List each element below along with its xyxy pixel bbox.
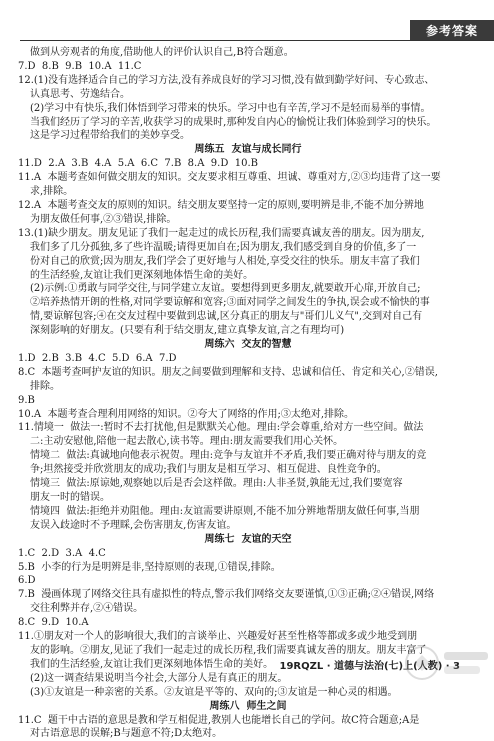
answer-line: 情境三 做法:原谅她,观察她以后是否会这样做。理由:人非圣贤,孰能无过,我们要宽容 — [30, 478, 403, 490]
answer-line: 9.B — [18, 394, 35, 406]
answer-line: 13.(1)缺少朋友。朋友见证了我们一起走过的成长历程,我们需要真诚友善的朋友。因为朋友, — [18, 227, 425, 239]
answer-line: 我们多了几分孤独,多了些许温暖;请得更加自在;因为朋友,我们感受到自身的价值,多了一 — [30, 241, 417, 253]
answer-line: 我们的生活经验,友谊让我们更深刻地体悟生命的美好。 — [30, 658, 274, 670]
answer-line: 朋友一时的错误。 — [30, 492, 110, 503]
answer-line: 情境二 做法:真诚地向他表示祝贺。理由:竞争与友谊并不矛盾,我们要正确对待与朋友的竞 — [30, 450, 427, 462]
section-heading: 周练七 友谊的天空 — [204, 533, 292, 545]
answer-content — [18, 46, 478, 741]
answer-line: 情境四 做法:拒绝并劝阻他。理由:友谊需要讲原则,不能不加分辨地帮朋友做任何事,当朋 — [30, 505, 420, 517]
answer-line: 1.C 2.D 3.A 4.C — [18, 547, 106, 559]
answer-line: 6.D — [18, 575, 36, 587]
answer-line: 7.B 漫画体现了网络交往具有虚拟性的特点,警示我们网络交友要谨慎,①③正确;②④错误,网络 — [18, 589, 435, 601]
answer-line: 8.C 9.D 10.A — [18, 617, 89, 629]
answer-line: ②培养热情开朗的性格,对同学要谅解和宽容;③面对同学之间发生的争执,误会或不愉快的事 — [30, 297, 430, 309]
answer-line: (2)这一调查结果说明当今社会,大部分人是有真正的朋友。 — [30, 672, 288, 684]
answer-line: (2)示例:①勇敢与同学交往,与同学建立友谊。要想得到更多朋友,就要敢开心扉,开放自己; — [30, 283, 421, 295]
answer-line: 当我们经历了学习的辛苦,收获学习的成果时,那种发自内心的愉悦让我们体验到学习的快乐。 — [30, 116, 437, 128]
answer-line: 交往利弊并存,②④错误。 — [30, 603, 144, 615]
answer-line: 11.D 2.A 3.B 4.A 5.A 6.C 7.B 8.A 9.D 10.B — [18, 158, 258, 170]
answer-line: 7.D 8.B 9.B 10.A 11.C — [18, 60, 142, 72]
watermark-logo — [402, 640, 494, 686]
answer-line: 求,排除。 — [30, 186, 74, 198]
answer-line: 这是学习过程带给我们的美妙享受。 — [30, 130, 190, 142]
answer-line: (3)①友谊是一种亲密的关系。②友谊是平等的、双向的;③友谊是一种心灵的相遇。 — [30, 686, 398, 698]
section-heading: 周练六 交友的智慧 — [204, 339, 292, 351]
answer-line: 11.情境一 做法一:暂时不去打扰他,但是默默关心他。理由:学会尊重,给对方一些空间。做法 — [18, 422, 424, 434]
section-heading: 周练八 师生之间 — [209, 700, 287, 712]
page-footer-code: 19RQZL · 道德与法治(七)上(人教) · 3 — [279, 661, 460, 672]
answer-line: 8.C 本题考查呵护友谊的知识。朋友之间要做到理解和支持、忠诚和信任、肯定和关心,②错误, — [18, 366, 438, 378]
answer-line: 对古语意思的误解;B与题意不符;D太绝对。 — [30, 728, 223, 740]
answer-line: 情,要谅解包容;④在交友过程中要做到忠诚,区分真正的朋友与"哥们儿义气",交到对自己有 — [30, 311, 423, 323]
answer-line: 11.①朋友对一个人的影响很大,我们的言谈举止、兴趣爱好甚至性格等都或多或少地受到朋 — [18, 631, 418, 643]
answer-line: 1.D 2.B 3.B 4.C 5.D 6.A 7.D — [18, 352, 177, 364]
answer-line: 11.C 题干中古语的意思是教和学互相促进,教别人也能增长自己的学问。故C符合题意;A是 — [18, 714, 420, 726]
answer-line: 份对自己的欣赏;因为朋友,我们学会了更好地与人相处,享受交往的快乐。朋友丰富了我们 — [30, 255, 420, 267]
answer-line: 做到从旁观者的角度,借助他人的评价认识自己,B符合题意。 — [30, 47, 294, 58]
answer-line: 友的影响。②朋友,见证了我们一起走过的成长历程,我们需要真诚友善的朋友。朋友丰富了 — [30, 644, 427, 656]
answer-line: 12.A 本题考查交友的原则的知识。结交朋友要坚持一定的原则,要明辨是非,不能不加分辨地 — [18, 199, 424, 211]
section-heading: 周练五 友谊与成长同行 — [194, 144, 302, 156]
answer-line: 5.B 小李的行为是明辨是非,坚持原则的表现,①错误,排除。 — [18, 561, 281, 573]
answer-section-tag: 参考答案 — [410, 20, 494, 40]
answer-line: 的生活经验,友谊让我们更深刻地体悟生命的美好。 — [30, 269, 254, 281]
answer-line: (2)学习中有快乐,我们体悟到学习带来的快乐。学习中也有辛苦,学习不是轻而易举的事情。 — [30, 102, 431, 114]
answer-line: 10.A 本题考查合理利用网络的知识。②夸大了网络的作用;③太绝对,排除。 — [18, 408, 355, 420]
answer-line: 为朋友做任何事,②③错误,排除。 — [30, 213, 177, 225]
answer-line: 12.(1)没有选择适合自己的学习方法,没有养成良好的学习习惯,没有做到勤学好问、专心致志、 — [18, 74, 435, 86]
answer-line: 争;坦然接受并欣赏朋友的成功;我们与朋友是相互学习、相互促进、良性竞争的。 — [30, 464, 387, 476]
answer-line: 11.A 本题考查如何做交朋友的知识。交友要求相互尊重、坦诚、尊重对方,②③均违背了这一要 — [18, 172, 441, 184]
answer-line: 排除。 — [30, 380, 60, 392]
header-rule — [20, 40, 494, 41]
answer-line: 深刻影响的好朋友。(只要有利于结交朋友,建立真挚友谊,言之有理均可) — [30, 325, 345, 337]
answer-line: 认真思考、劳逸结合。 — [30, 88, 130, 100]
answer-line: 友误入歧途时不予理睬,会伤害朋友,伤害友谊。 — [30, 519, 237, 531]
answer-line: 二:主动安慰他,陪他一起去散心,读书等。理由:朋友需要我们用心关怀。 — [30, 436, 344, 448]
